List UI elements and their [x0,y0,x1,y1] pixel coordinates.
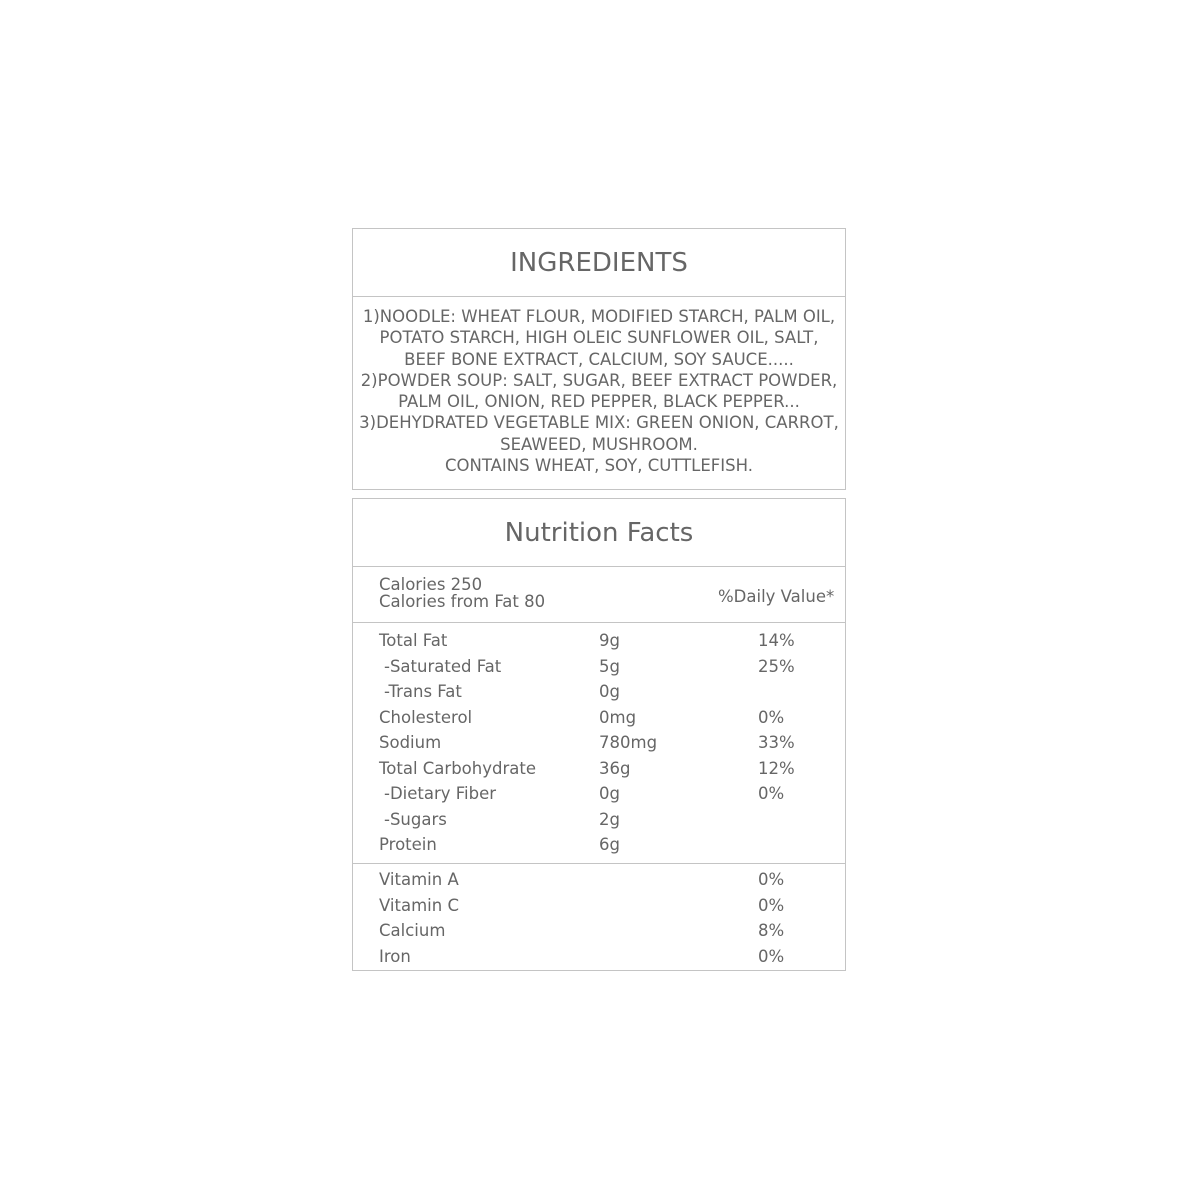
nutrient-daily-value: 0% [758,784,785,803]
nutrient-row [353,807,845,833]
nutrient-name: Cholesterol [379,707,473,727]
vitamin-name: Vitamin C [379,895,459,915]
nutrient-daily-value: 0% [758,707,785,727]
nutrient-amount: 0mg [599,707,637,727]
nutrition-title: Nutrition Facts [353,499,845,567]
nutrient-name: Total Carbohydrate [379,758,536,778]
ingredients-line: 2)POWDER SOUP: SALT, SUGAR, BEEF EXTRACT POWDER, [360,370,838,390]
ingredients-line: BEEF BONE EXTRACT, CALCIUM, SOY SAUCE..... [404,349,794,369]
ingredients-text [353,297,845,476]
nutrient-row [353,628,845,654]
vitamin-daily-value: 8% [758,921,785,940]
nutrient-daily-value: 14% [758,631,795,650]
vitamin-name: Iron [379,946,411,966]
nutrient-row [353,654,845,680]
nutrition-facts-panel [352,498,846,971]
nutrient-name: Protein [379,835,437,854]
vitamin-daily-value: 0% [758,946,785,966]
vitamin-row [353,893,845,919]
ingredients-line: SEAWEED, MUSHROOM. [500,434,698,454]
nutrient-amount: 5g [599,656,620,676]
calories-value: Calories 250 [379,575,483,594]
vitamin-table [353,864,845,969]
nutrient-row [353,705,845,731]
ingredients-line: CONTAINS WHEAT, SOY, CUTTLEFISH. [445,456,753,476]
ingredients-title: INGREDIENTS [353,229,845,297]
nutrient-name: -Sugars [384,809,447,829]
nutrient-daily-value: 12% [758,758,795,778]
nutrient-amount: 6g [599,835,620,854]
nutrient-amount: 0g [599,784,620,803]
ingredients-line: 1)NOODLE: WHEAT FLOUR, MODIFIED STARCH, PALM OIL, [362,307,836,326]
nutrient-name: -Trans Fat [384,682,462,701]
vitamin-name: Vitamin A [379,870,459,889]
ingredients-panel [352,228,846,490]
calories-block [353,567,845,623]
nutrient-amount: 0g [599,682,620,701]
nutrient-name: -Saturated Fat [384,656,502,676]
nutrient-row [353,832,845,858]
nutrient-amount: 9g [599,631,620,650]
vitamin-row [353,918,845,944]
ingredients-line: 3)DEHYDRATED VEGETABLE MIX: GREEN ONION, CARROT, [359,413,839,433]
nutrient-row [353,730,845,756]
nutrient-daily-value: 25% [758,656,795,676]
nutrient-row [353,781,845,807]
nutrient-amount: 36g [599,758,631,778]
vitamin-daily-value: 0% [758,870,785,889]
calories-from-fat: Calories from Fat 80 [379,592,546,611]
ingredients-line: POTATO STARCH, HIGH OLEIC SUNFLOWER OIL, SALT, [379,328,819,348]
ingredients-line: PALM OIL, ONION, RED PEPPER, BLACK PEPPER... [398,392,800,412]
vitamin-name: Calcium [379,921,446,940]
nutrient-table [353,623,845,864]
nutrient-amount: 2g [599,809,620,829]
vitamin-daily-value: 0% [758,895,785,915]
nutrient-row [353,756,845,782]
nutrient-row [353,679,845,705]
nutrient-amount: 780mg [599,733,658,752]
daily-value-header: %Daily Value* [718,587,835,606]
nutrient-daily-value: 33% [758,733,795,752]
nutrient-name: -Dietary Fiber [384,784,497,803]
vitamin-row [353,944,845,970]
vitamin-row [353,867,845,893]
nutrient-name: Sodium [379,733,442,752]
nutrient-name: Total Fat [379,631,448,650]
